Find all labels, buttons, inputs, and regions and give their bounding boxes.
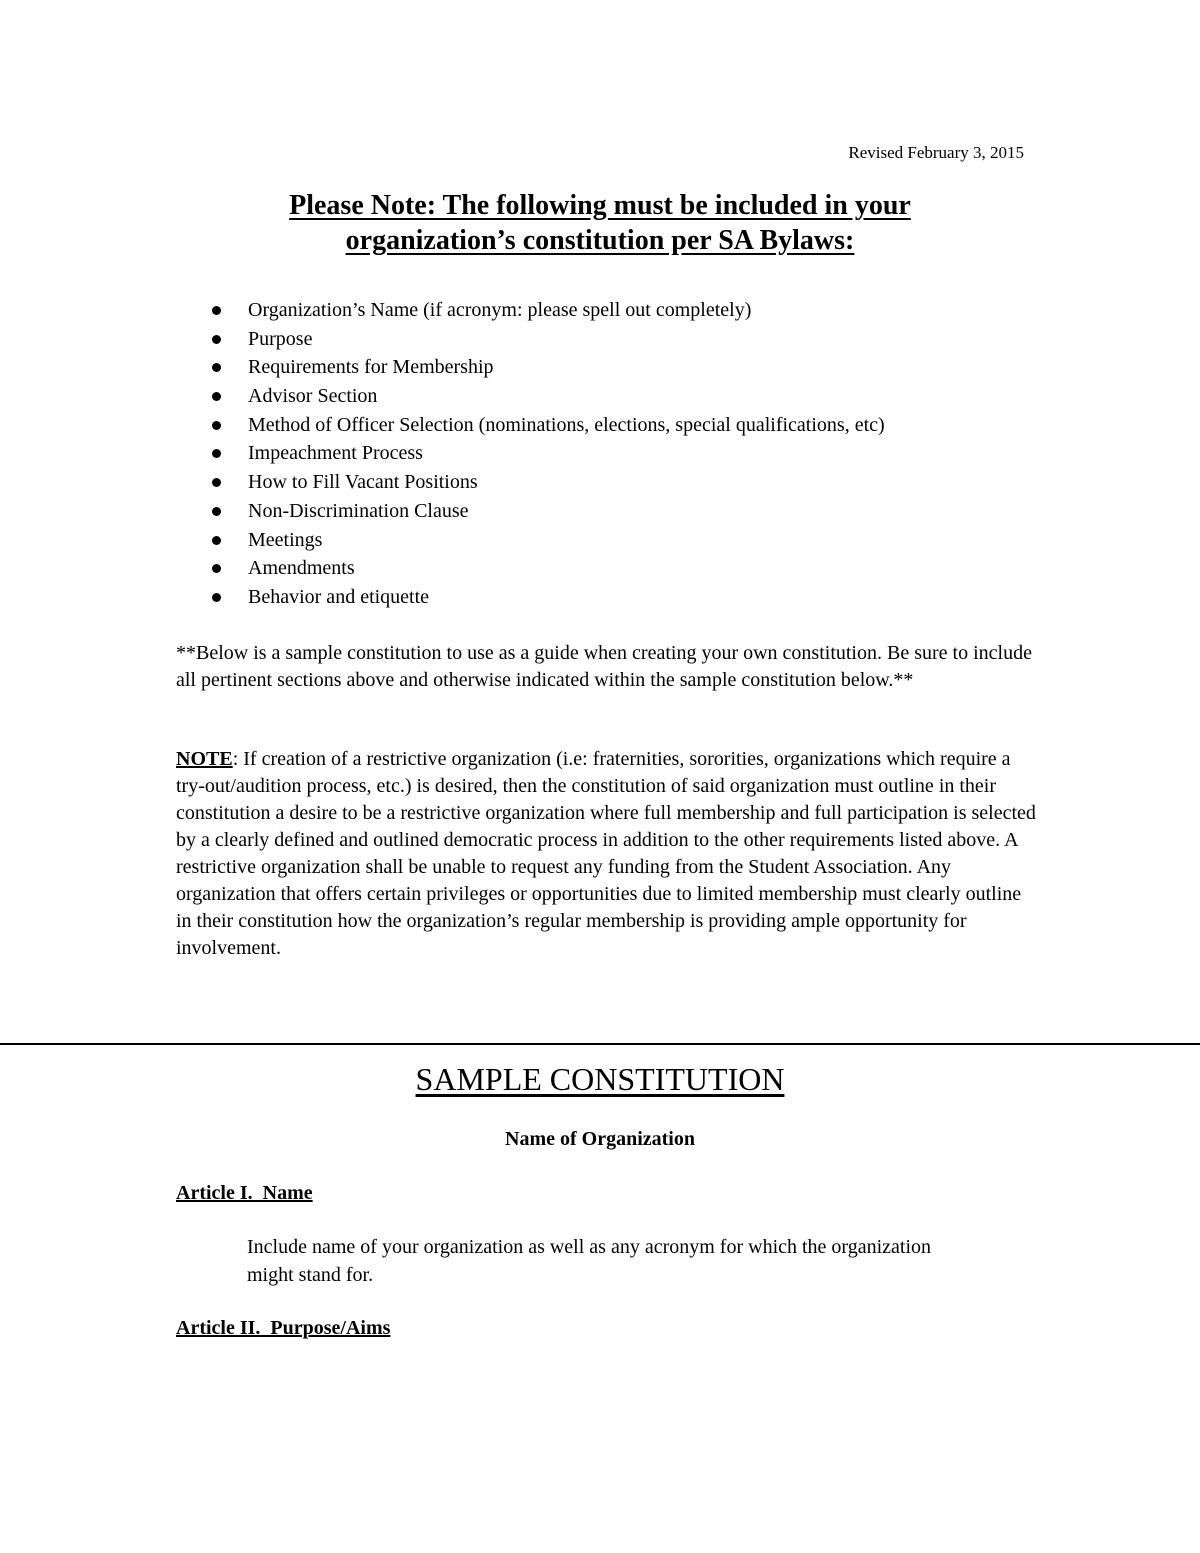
sample-guide-paragraph: **Below is a sample constitution to use as a guide when creating your own constitution. Be sure to include all pertinent sections above and otherwise indicated within the sample constitution below.** (176, 642, 1032, 691)
list-item-text: Requirements for Membership (248, 356, 494, 379)
section-divider (0, 1043, 1200, 1045)
organization-name-heading: Name of Organization (505, 1128, 695, 1150)
bullet-icon (212, 449, 221, 458)
bullet-icon (212, 507, 221, 516)
article-2-heading: Article II. Purpose/Aims (176, 1317, 391, 1339)
restrictive-note-paragraph (176, 746, 1036, 962)
note-label: NOTE (176, 748, 233, 770)
bullet-icon (212, 392, 221, 401)
bullet-icon (212, 363, 221, 372)
list-item-text: Purpose (248, 327, 313, 350)
article-1-heading: Article I. Name (176, 1182, 313, 1204)
list-item-text: Impeachment Process (248, 442, 423, 465)
list-item-text: Amendments (248, 557, 355, 580)
revised-date: Revised February 3, 2015 (848, 143, 1024, 162)
list-item (176, 411, 885, 440)
note-text: : If creation of a restrictive organization (i.e: fraternities, sororities, organizations which require a try-out/audition process, etc.) is desired, then the constitution of said organization must outline in their constitution a desire to be a restrictive organization where full membership and full participation is selected by a clearly defined and outlined democratic process in addition to the other requirements listed above. A restrictive organization shall be unable to request any funding from the Student Association. Any organization that offers certain privileges or opportunities due to limited membership must clearly outline in their constitution how the organization’s regular membership is providing ample opportunity for involvement. (176, 748, 1036, 959)
bullet-icon (212, 564, 221, 573)
bullet-icon (212, 536, 221, 545)
article-1-body: Include name of your organization as well as any acronym for which the organization might stand for. (247, 1236, 932, 1286)
list-item-text: Advisor Section (248, 385, 378, 408)
note-heading (176, 188, 1024, 258)
bullet-icon (212, 421, 221, 430)
requirements-list (176, 296, 885, 612)
list-item (176, 526, 885, 555)
list-item (176, 468, 885, 497)
list-item (176, 296, 885, 325)
bullet-icon (212, 306, 221, 315)
list-item-text: Organization’s Name (if acronym: please spell out completely) (248, 299, 752, 321)
bullet-icon (212, 593, 221, 602)
list-item (176, 353, 885, 382)
sample-constitution-title: SAMPLE CONSTITUTION (415, 1061, 785, 1097)
list-item-text: Non-Discrimination Clause (248, 499, 469, 522)
list-item-text: Meetings (248, 528, 323, 551)
list-item (176, 554, 885, 583)
list-item (176, 439, 885, 468)
list-item (176, 325, 885, 354)
list-item (176, 583, 885, 612)
note-heading-line-2: organization’s constitution per SA Bylaws: (345, 225, 855, 256)
note-heading-line-1: Please Note: The following must be included in your (289, 190, 911, 221)
list-item (176, 382, 885, 411)
list-item-text: Method of Officer Selection (nominations, elections, special qualifications, etc) (248, 413, 885, 436)
sample-constitution-title-wrap (0, 1058, 1200, 1100)
bullet-icon (212, 478, 221, 487)
list-item (176, 497, 885, 526)
bullet-icon (212, 335, 221, 344)
list-item-text: How to Fill Vacant Positions (248, 471, 478, 494)
list-item-text: Behavior and etiquette (248, 585, 430, 608)
